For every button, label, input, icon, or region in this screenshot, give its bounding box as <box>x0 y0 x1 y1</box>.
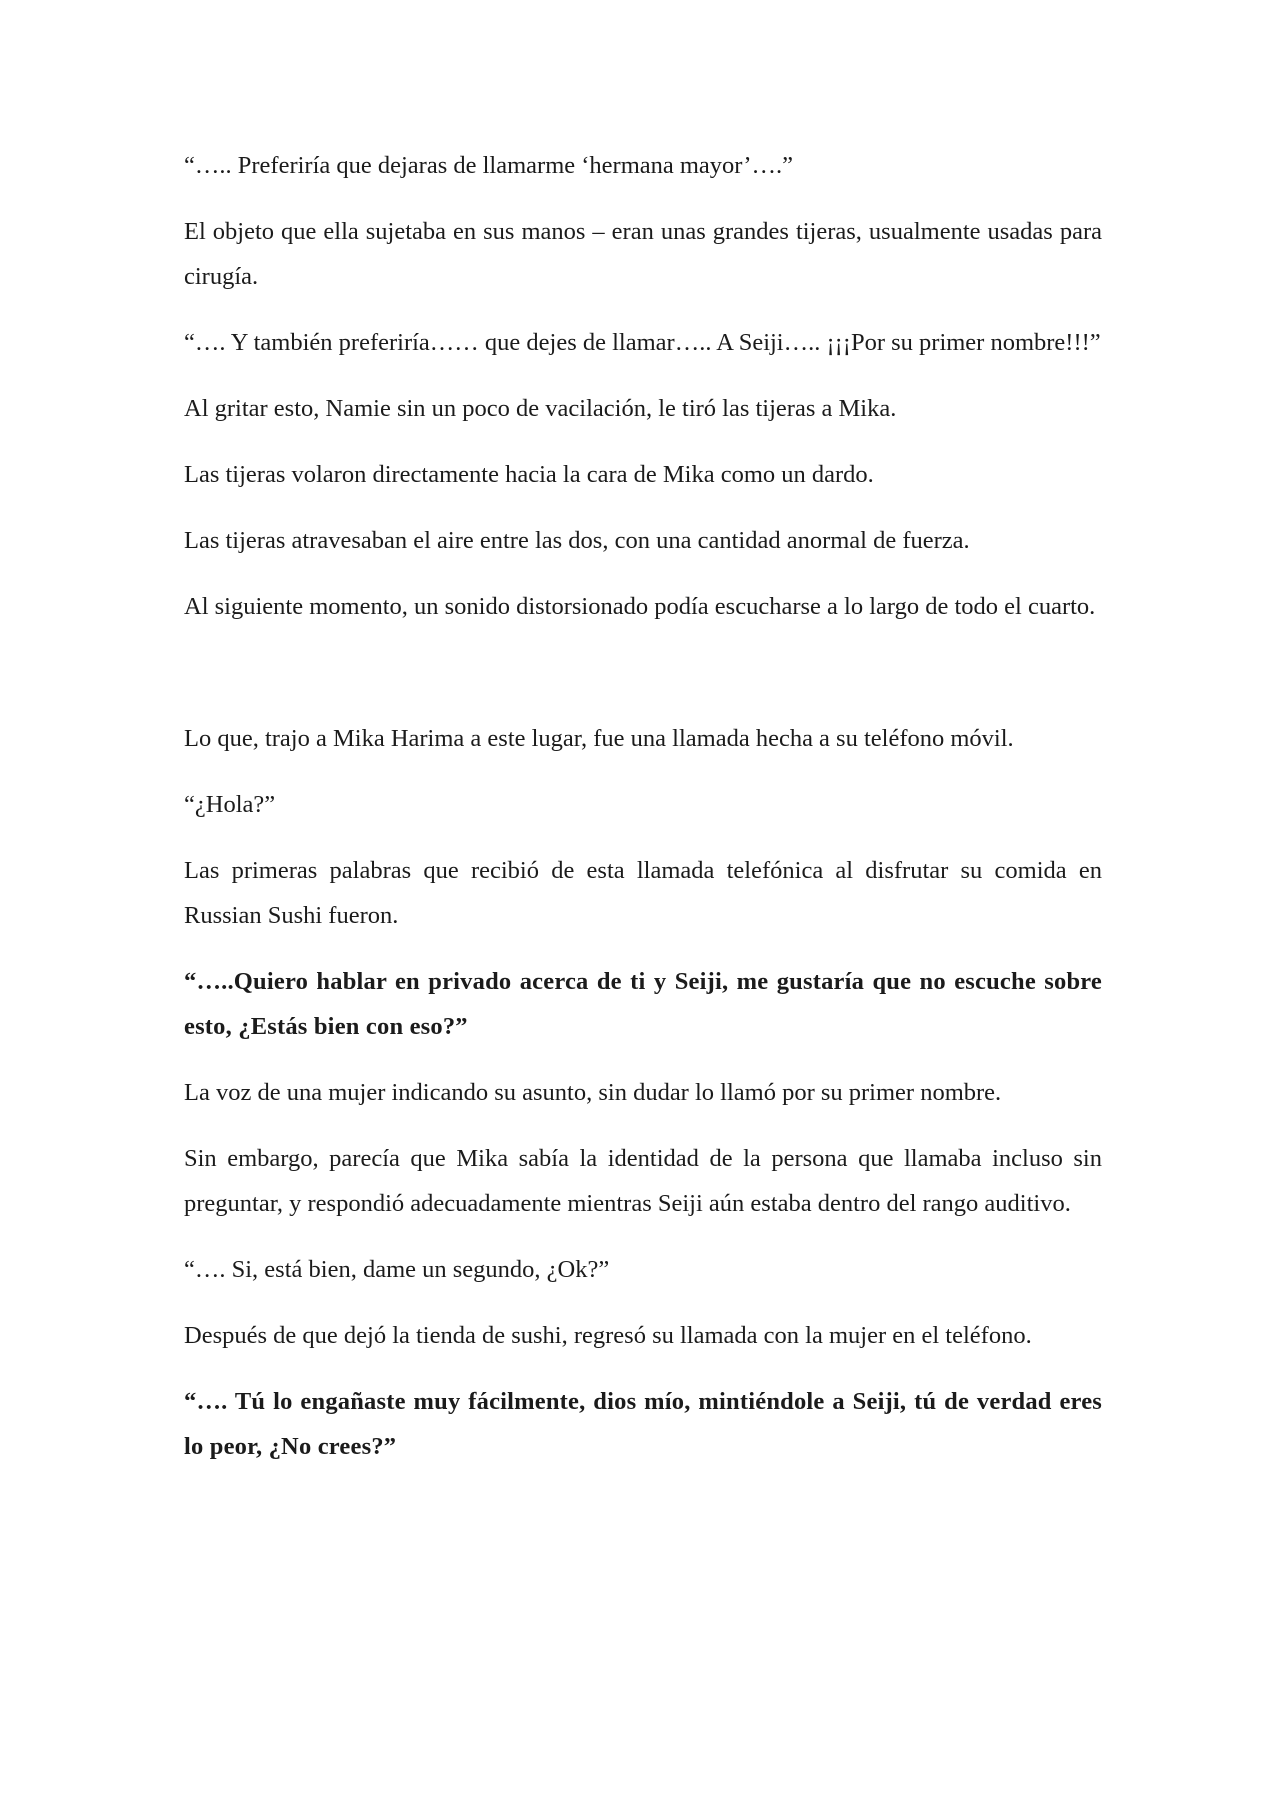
paragraph-12: La voz de una mujer indicando su asunto, sin dudar lo llamó por su primer nombre. <box>184 1079 1002 1106</box>
paragraph-5: Las tijeras volaron directamente hacia la cara de Mika como un dardo. <box>184 461 874 488</box>
paragraph-15: Después de que dejó la tienda de sushi, regresó su llamada con la mujer en el teléfono. <box>184 1322 1032 1349</box>
paragraph-2: El objeto que ella sujetaba en sus manos – eran unas grandes tijeras, usualmente usadas para cirugía. <box>184 218 1102 290</box>
document-page <box>184 143 1102 1490</box>
paragraph-16: “…. Tú lo engañaste muy fácilmente, dios mío, mintiéndole a Seiji, tú de verdad eres lo peor, ¿No crees?” <box>184 1388 1102 1460</box>
paragraph-3: “…. Y también preferiría…… que dejes de llamar….. A Seiji….. ¡¡¡Por su primer nombre!!!” <box>184 329 1101 356</box>
paragraph-8: Lo que, trajo a Mika Harima a este lugar, fue una llamada hecha a su teléfono móvil. <box>184 725 1014 752</box>
section-break <box>184 650 1102 716</box>
paragraph-13: Sin embargo, parecía que Mika sabía la identidad de la persona que llamaba incluso sin preguntar, y respondió adecuadamente mientras Seiji aún estaba dentro del rango auditivo. <box>184 1145 1102 1217</box>
paragraph-1: “….. Preferiría que dejaras de llamarme ‘hermana mayor’….” <box>184 152 794 179</box>
paragraph-14: “…. Si, está bien, dame un segundo, ¿Ok?” <box>184 1256 610 1283</box>
paragraph-10: Las primeras palabras que recibió de esta llamada telefónica al disfrutar su comida en Russian Sushi fueron. <box>184 857 1102 929</box>
paragraph-7: Al siguiente momento, un sonido distorsionado podía escucharse a lo largo de todo el cuarto. <box>184 593 1096 620</box>
paragraph-6: Las tijeras atravesaban el aire entre las dos, con una cantidad anormal de fuerza. <box>184 527 970 554</box>
paragraph-11: “…..Quiero hablar en privado acerca de ti y Seiji, me gustaría que no escuche sobre esto, ¿Estás bien con eso?” <box>184 968 1102 1040</box>
paragraph-4: Al gritar esto, Namie sin un poco de vacilación, le tiró las tijeras a Mika. <box>184 395 897 422</box>
paragraph-9: “¿Hola?” <box>184 791 276 818</box>
